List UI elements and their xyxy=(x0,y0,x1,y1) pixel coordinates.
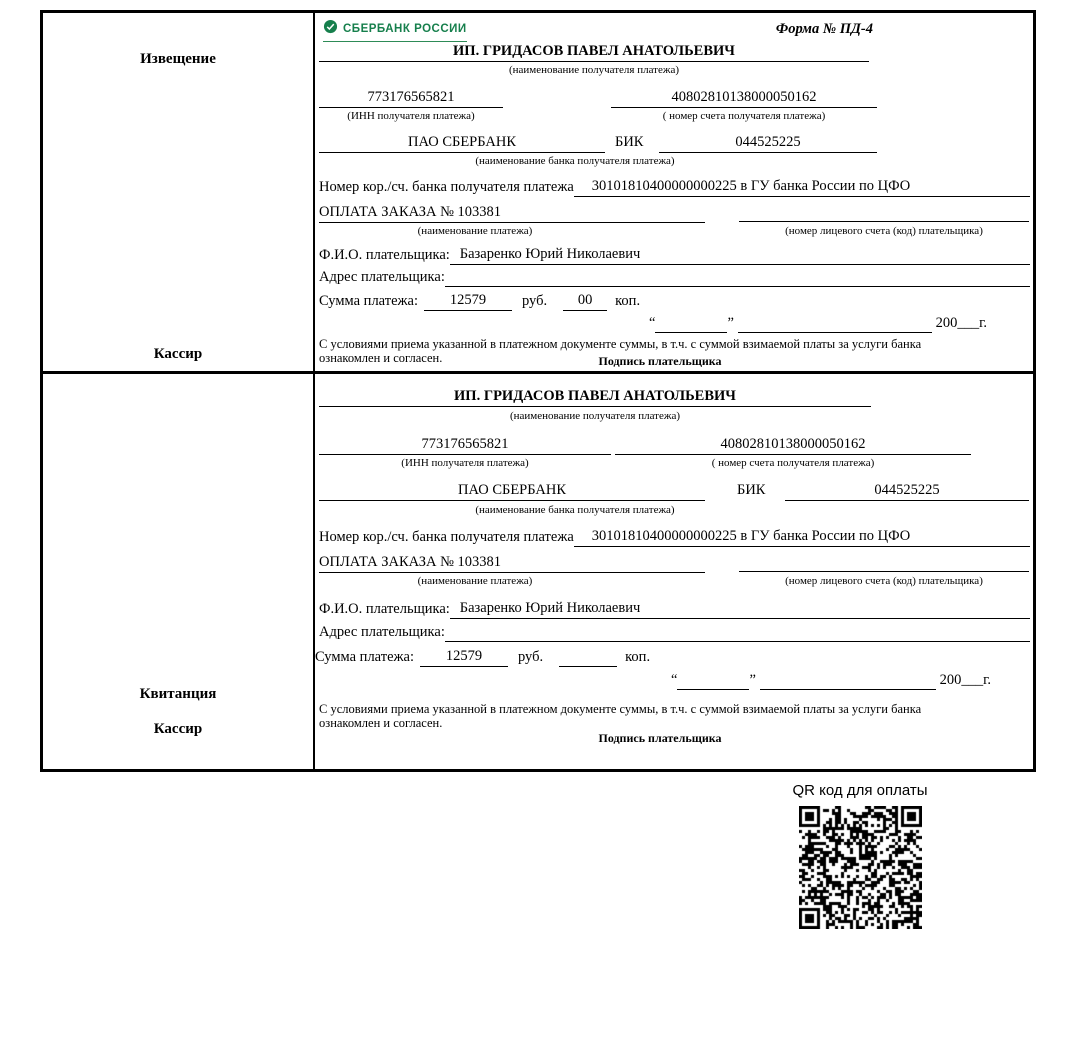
payer-row xyxy=(319,244,1030,265)
recipient-field xyxy=(319,41,869,62)
personal-account-caption: (номер лицевого счета (код) плательщика) xyxy=(785,575,983,587)
date-close-quote: ” xyxy=(727,315,734,331)
corr-label: Номер кор./сч. банка получателя платежа xyxy=(319,529,574,545)
rub-label: руб. xyxy=(522,293,548,309)
bank-name: ПАО СБЕРБАНК xyxy=(319,480,705,501)
inn-value: 773176565821 xyxy=(319,87,503,108)
address-label: Адрес плательщика: xyxy=(319,269,445,285)
receipt-label: Квитанция xyxy=(139,686,217,702)
bank-name: ПАО СБЕРБАНК xyxy=(319,132,605,153)
sberbank-logo-text: СБЕРБАНК РОССИИ xyxy=(343,23,467,35)
date-open-quote: “ xyxy=(649,315,656,331)
qr-code xyxy=(799,806,922,929)
amount-rub: 12579 xyxy=(420,646,508,667)
account-field xyxy=(615,434,971,455)
receipt-form-area xyxy=(315,374,1033,770)
bik-field xyxy=(785,480,1029,501)
date-day-blank xyxy=(655,313,727,333)
signature-label: Подпись плательщика xyxy=(598,731,722,745)
qr-block xyxy=(760,782,960,934)
recipient-name: ИП. ГРИДАСОВ ПАВЕЛ АНАТОЛЬЕВИЧ xyxy=(319,386,871,407)
bank-caption: (наименование банка получателя платежа) xyxy=(475,504,675,516)
bik-label: БИК xyxy=(737,482,766,498)
kop-label: коп. xyxy=(615,293,641,309)
address-row xyxy=(319,267,1030,287)
corr-value: 30101810400000000225 в ГУ банка России по ЦФО xyxy=(574,176,1030,197)
payer-row xyxy=(319,598,1030,619)
amount-label: Сумма платежа: xyxy=(319,293,418,309)
amount-row xyxy=(315,646,650,667)
receipt-left-column xyxy=(43,374,315,770)
rub-label: руб. xyxy=(518,649,544,665)
address-label: Адрес плательщика: xyxy=(319,624,445,640)
payment-form-pd4 xyxy=(40,10,1036,772)
date-day-blank xyxy=(677,670,749,690)
bik-value: 044525225 xyxy=(659,132,877,153)
signature-label: Подпись плательщика xyxy=(598,354,722,368)
date-close-quote: ” xyxy=(749,672,756,688)
amount-rub: 12579 xyxy=(424,290,512,311)
personal-account-blank xyxy=(739,202,1029,222)
account-field xyxy=(611,87,877,108)
personal-account-field xyxy=(739,202,1029,222)
corr-row xyxy=(319,526,1030,547)
address-row xyxy=(319,622,1030,642)
bik-value: 044525225 xyxy=(785,480,1029,501)
payment-name-field xyxy=(319,552,705,573)
bik-label: БИК xyxy=(615,134,644,150)
amount-kop xyxy=(559,647,617,667)
payer-name: Базаренко Юрий Николаевич xyxy=(450,598,1030,619)
personal-account-caption: (номер лицевого счета (код) плательщика) xyxy=(785,225,983,237)
payer-label: Ф.И.О. плательщика: xyxy=(319,247,450,263)
date-year: 200___г. xyxy=(935,315,987,331)
date-open-quote: “ xyxy=(671,672,678,688)
date-month-blank xyxy=(738,313,932,333)
receipt-section xyxy=(43,374,1033,770)
account-value: 40802810138000050162 xyxy=(615,434,971,455)
recipient-caption: (наименование получателя платежа) xyxy=(508,64,680,76)
payer-label: Ф.И.О. плательщика: xyxy=(319,601,450,617)
payment-name: ОПЛАТА ЗАКАЗА № 103381 xyxy=(319,552,705,573)
notice-section xyxy=(43,13,1033,374)
address-value xyxy=(445,622,1030,642)
corr-value: 30101810400000000225 в ГУ банка России по ЦФО xyxy=(574,526,1030,547)
notice-label: Извещение xyxy=(140,51,216,67)
personal-account-blank xyxy=(739,552,1029,572)
qr-label: QR код для оплаты xyxy=(792,782,928,799)
inn-caption: (ИНН получателя платежа) xyxy=(401,457,529,469)
notice-left-column xyxy=(43,13,315,371)
corr-row xyxy=(319,176,1030,197)
date-row xyxy=(671,670,991,690)
payer-name: Базаренко Юрий Николаевич xyxy=(450,244,1030,265)
notice-cashier-label: Кассир xyxy=(153,346,203,362)
amount-label: Сумма платежа: xyxy=(315,649,414,665)
notice-form-area xyxy=(315,13,1033,371)
personal-account-field xyxy=(739,552,1029,572)
sberbank-logo-icon xyxy=(323,19,338,39)
account-caption: ( номер счета получателя платежа) xyxy=(711,457,875,469)
recipient-caption: (наименование получателя платежа) xyxy=(509,410,681,422)
form-number: Форма № ПД-4 xyxy=(775,21,873,37)
address-value xyxy=(445,267,1030,287)
recipient-name: ИП. ГРИДАСОВ ПАВЕЛ АНАТОЛЬЕВИЧ xyxy=(319,41,869,62)
inn-value: 773176565821 xyxy=(319,434,611,455)
bank-field xyxy=(319,480,705,501)
payment-name-field xyxy=(319,202,705,223)
agreement-text: С условиями приема указанной в платежном документе суммы, в т.ч. с суммой взимаемой платы за услуги банка ознакомлен и согласен. xyxy=(319,702,922,730)
corr-label: Номер кор./сч. банка получателя платежа xyxy=(319,179,574,195)
date-year: 200___г. xyxy=(939,672,991,688)
payment-name: ОПЛАТА ЗАКАЗА № 103381 xyxy=(319,202,705,223)
inn-caption: (ИНН получателя платежа) xyxy=(347,110,475,122)
bank-caption: (наименование банка получателя платежа) xyxy=(475,155,675,167)
amount-row xyxy=(319,290,640,311)
receipt-cashier-label: Кассир xyxy=(153,721,203,737)
inn-field xyxy=(319,434,611,455)
date-row xyxy=(649,313,987,333)
payment-caption: (наименование платежа) xyxy=(417,225,533,237)
inn-field xyxy=(319,87,503,108)
account-value: 40802810138000050162 xyxy=(611,87,877,108)
kop-label: коп. xyxy=(625,649,651,665)
payment-caption: (наименование платежа) xyxy=(417,575,533,587)
bik-field xyxy=(659,132,877,153)
agreement-text: С условиями приема указанной в платежном документе суммы, в т.ч. с суммой взимаемой платы за услуги банка ознакомлен и согласен. xyxy=(319,337,922,365)
bank-field xyxy=(319,132,605,153)
recipient-field xyxy=(319,386,871,407)
account-caption: ( номер счета получателя платежа) xyxy=(662,110,826,122)
amount-kop: 00 xyxy=(563,290,607,311)
date-month-blank xyxy=(760,670,936,690)
sberbank-logo xyxy=(323,19,467,42)
